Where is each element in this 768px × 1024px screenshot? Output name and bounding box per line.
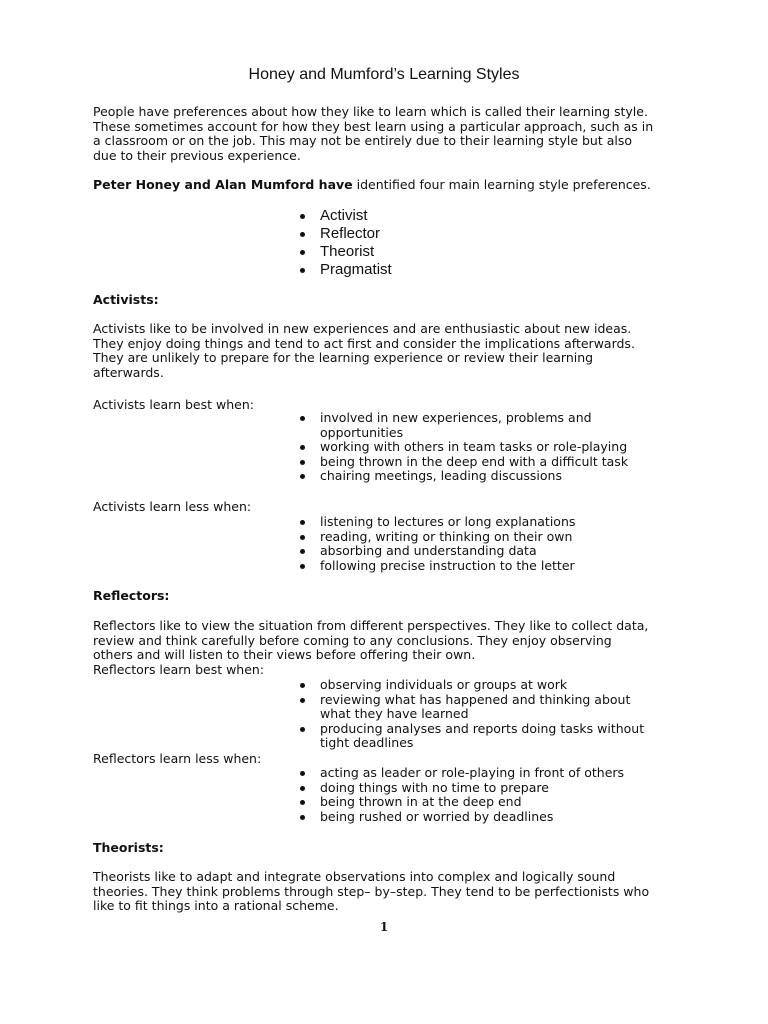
list-item: being thrown in at the deep end — [297, 795, 624, 810]
theorists-description — [93, 870, 683, 914]
intro-line: due to their previous experience. — [93, 147, 301, 163]
list-item: chairing meetings, leading discussions — [297, 469, 628, 484]
intro-line: a classroom or on the job. This may not be entirely due to their learning style but also — [93, 133, 633, 149]
theorists-line: theories. They think problems through step– by–step. They tend to be perfectionists who — [93, 883, 650, 899]
activists-description — [93, 322, 683, 380]
page-title: Honey and Mumford’s Learning Styles — [248, 66, 520, 83]
reflectors-heading: Reflectors: — [93, 588, 170, 603]
theorists-heading: Theorists: — [93, 840, 164, 855]
list-item: being rushed or worried by deadlines — [297, 810, 624, 825]
list-item: observing individuals or groups at work — [297, 678, 644, 693]
list-item: following precise instruction to the letter — [297, 559, 575, 574]
authors-sentence — [93, 178, 683, 193]
list-item: absorbing and understanding data — [297, 544, 575, 559]
styles-list — [297, 207, 392, 279]
reflectors-less-label: Reflectors learn less when: — [93, 751, 262, 766]
intro-line: These sometimes account for how they best learn using a particular approach, such as in — [93, 118, 654, 134]
list-item: working with others in team tasks or role-playing — [297, 440, 628, 455]
activists-heading: Activists: — [93, 292, 159, 307]
activists-line: Activists like to be involved in new experiences and are enthusiastic about new ideas. — [93, 321, 632, 336]
list-item: producing analyses and reports doing tasks without tight deadlines — [297, 722, 644, 751]
reflectors-description — [93, 619, 683, 677]
theorists-line: like to fit things into a rational scheme. — [93, 898, 339, 914]
list-item: doing things with no time to prepare — [297, 781, 624, 796]
activists-less-label: Activists learn less when: — [93, 499, 252, 514]
list-item: reading, writing or thinking on their own — [297, 530, 575, 545]
list-item: Activist — [297, 207, 392, 225]
list-item: listening to lectures or long explanations — [297, 515, 575, 530]
list-item: involved in new experiences, problems and opportunities — [297, 411, 628, 440]
page-number: 1 — [379, 920, 389, 934]
list-item: acting as leader or role-playing in front of others — [297, 766, 624, 781]
reflectors-best-label: Reflectors learn best when: — [93, 661, 265, 677]
list-item: being thrown in the deep end with a difficult task — [297, 455, 628, 470]
activists-less-list — [297, 515, 575, 573]
activists-best-list — [297, 411, 628, 484]
reflectors-best-list — [297, 678, 644, 751]
reflectors-less-list — [297, 766, 624, 824]
intro-line: People have preferences about how they like to learn which is called their learning style. — [93, 104, 648, 119]
list-item: reviewing what has happened and thinking about what they have learned — [297, 693, 644, 722]
authors-bold: Peter Honey and Alan Mumford have — [93, 177, 353, 192]
theorists-line: Theorists like to adapt and integrate observations into complex and logically sound — [93, 869, 616, 884]
activists-best-label: Activists learn best when: — [93, 397, 254, 412]
list-item: Reflector — [297, 225, 392, 243]
activists-line: They are unlikely to prepare for the learning experience or review their learning — [93, 350, 594, 366]
list-item: Pragmatist — [297, 261, 392, 279]
reflectors-line: others and will listen to their views before offering their own. — [93, 647, 476, 663]
authors-rest: identified four main learning style preferences. — [352, 177, 651, 192]
activists-line: They enjoy doing things and tend to act first and consider the implications afterwards. — [93, 335, 635, 351]
list-item: Theorist — [297, 243, 392, 261]
intro-paragraph — [93, 105, 683, 163]
reflectors-line: review and think carefully before coming to any conclusions. They enjoy observing — [93, 632, 612, 648]
activists-line: afterwards. — [93, 364, 164, 380]
reflectors-line: Reflectors like to view the situation from different perspectives. They like to collect data, — [93, 618, 649, 633]
